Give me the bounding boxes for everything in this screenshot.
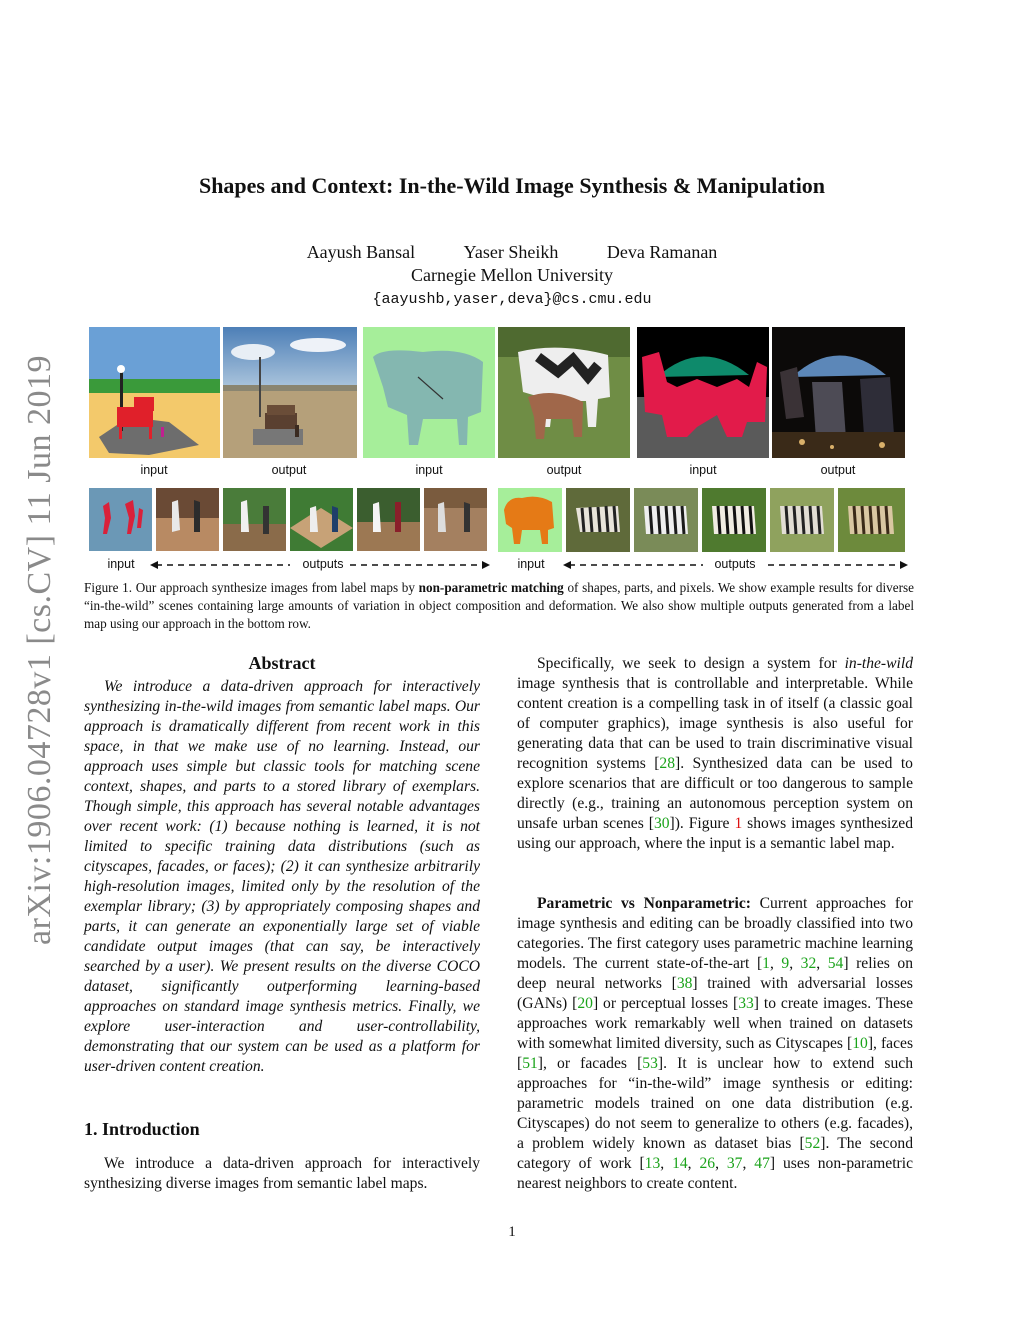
figure-label: outputs: [302, 557, 344, 571]
photo-baseball-output: [156, 488, 219, 551]
photo-baseball-output: [424, 488, 487, 551]
photo-zebra-output: [566, 488, 630, 552]
author-list: [0, 242, 1024, 263]
citation-link[interactable]: 32: [800, 955, 817, 972]
photo-cows: [498, 327, 630, 458]
abstract-heading: Abstract: [248, 653, 316, 673]
author-name: Aayush Bansal: [306, 242, 416, 262]
intro-text: We introduce a data-driven approach for interactively synthesizing diverse images from semantic label maps.: [84, 1155, 480, 1192]
label-map-bench: [89, 327, 220, 458]
citation-link[interactable]: 30: [653, 815, 670, 832]
citation-link[interactable]: 26: [699, 1155, 716, 1172]
citation-link[interactable]: 33: [738, 995, 754, 1012]
figure-label: output: [546, 463, 582, 477]
label-map-baseball: [89, 488, 152, 551]
figure-label: output: [271, 463, 307, 477]
citation-link[interactable]: 37: [726, 1155, 743, 1172]
figure-label: input: [140, 463, 168, 477]
photo-zebra-output: [770, 488, 834, 552]
figure-label: input: [107, 557, 135, 571]
figure-label: outputs: [714, 557, 756, 571]
label-map-umbrella: [637, 327, 769, 458]
caption-emphasis: non-parametric matching: [418, 580, 564, 595]
affiliation: Carnegie Mellon University: [411, 265, 613, 285]
arxiv-identifier: arXiv:1906.04728v1 [cs.CV] 11 Jun 2019: [21, 354, 58, 946]
figure-label: input: [517, 557, 545, 571]
label-map-zebra: [498, 488, 562, 552]
author-email: {aayushb,yaser,deva}@cs.cmu.edu: [372, 291, 652, 308]
author-name: Deva Ramanan: [606, 242, 718, 262]
author-name: Yaser Sheikh: [463, 242, 559, 262]
abstract-text: We introduce a data-driven approach for interactively synthesizing in-the-wild images from semantic label maps. Our approach is dramatically different from recent work in this space, in that we make use of no learning. Instead, our approach uses simple but classic tools for matching scene context, shapes, and parts to a stored library of exemplars. Though simple, this approach has several notable advantages over recent work: (1) because nothing is learned, it is not limited to specific training data distributions (such as cityscapes, facades, or faces); (2) it can synthesize arbitrarily high-resolution images, limited only by the resolution of the exemplar library; (3) by appropriately composing shapes and parts, it can generate an exponentially large set of viable candidate output images (that can say, be interactively searched by a user). We present results on the diverse COCO dataset, significantly outperforming learning-based approaches on standard image synthesis metrics. Finally, we explore user-interaction and user-controllability, demonstrating that our system can be used as a platform for user-driven content creation.: [84, 678, 480, 1075]
citation-link[interactable]: 54: [827, 955, 844, 972]
body-paragraph: Specifically, we seek to design a system for in-the-wild image synthesis that is controllable and interpretable. While content creation is a compelling task in of itself (a classic goal of computer graphics), image synthesis is also useful for generating data that can be used to train discriminative visual recognition systems [28]. Synthesized data can be used to explore scenarios that are difficult or too dangerous to sample directly (e.g., training an autonomous perception system on unsafe urban scenes [30]). Figure 1 shows images synthesized using our approach, where the input is a semantic label map.: [517, 655, 913, 852]
citation-link[interactable]: 14: [672, 1155, 688, 1172]
figure-label: input: [689, 463, 717, 477]
label-map-cow: [363, 327, 495, 458]
body-paragraph: Parametric vs Nonparametric: Current approaches for image synthesis and editing can be broadly classified into two categories. The first category uses parametric machine learning models. The current state-of-the-art [1, 9, 32, 54] relies on deep neural networks [38] trained with adversarial losses (GANs) [20] or perceptual losses [33] to create images. These approaches work remarkably well when trained on datasets with somewhat limited diversity, such as Cityscapes [10], faces [51], or facades [53]. It is unclear how to extend such approaches for “in-the-wild” image synthesis or editing: parametric models trained on one data distribution (e.g. Cityscapes) do not seem to generalize to others (e.g. facades), a problem widely known as dataset bias [52]. The second category of work [13, 14, 26, 37, 47] uses non-parametric nearest neighbors to create content.: [517, 895, 914, 1192]
photo-baseball-output: [290, 488, 353, 551]
citation-link[interactable]: 52: [804, 1135, 821, 1152]
figure-label: output: [820, 463, 856, 477]
section-heading: 1. Introduction: [84, 1119, 200, 1139]
citation-link[interactable]: 47: [754, 1155, 770, 1172]
paper-title: Shapes and Context: In-the-Wild Image Synthesis & Manipulation: [198, 173, 826, 198]
citation-link[interactable]: 53: [642, 1055, 658, 1072]
citation-link[interactable]: 51: [522, 1055, 538, 1072]
arxiv-sidebar: [21, 354, 58, 946]
page-number: 1: [508, 1224, 516, 1240]
citation-link[interactable]: 13: [644, 1155, 661, 1172]
photo-zebra-output: [702, 488, 766, 552]
citation-link[interactable]: 28: [659, 755, 676, 772]
citation-link[interactable]: 9: [781, 955, 790, 972]
photo-desert-bench: [223, 327, 357, 458]
citation-link[interactable]: 10: [852, 1035, 868, 1052]
caption-text: of shapes, parts, and pixels. We show example results for diverse “in-the-wild” scenes containing large amounts of variation in object composition and deformation. We also show multiple outputs generated from a label map using our approach in the bottom row.: [84, 580, 914, 631]
photo-zebra-output: [838, 488, 905, 552]
photo-baseball-output: [357, 488, 420, 551]
caption-prefix: Figure 1. Our approach synthesize images from label maps by: [84, 580, 419, 595]
citation-link[interactable]: 20: [577, 995, 593, 1012]
photo-zebra-output: [634, 488, 698, 552]
photo-umbrella-night: [772, 327, 905, 458]
photo-baseball-output: [223, 488, 286, 551]
figure-label: input: [415, 463, 443, 477]
paragraph-heading: Parametric vs Nonparametric:: [537, 895, 751, 912]
figure-caption: [84, 579, 914, 633]
figure-link[interactable]: 1: [734, 815, 743, 832]
citation-link[interactable]: 1: [762, 955, 770, 972]
citation-link[interactable]: 38: [676, 975, 693, 992]
